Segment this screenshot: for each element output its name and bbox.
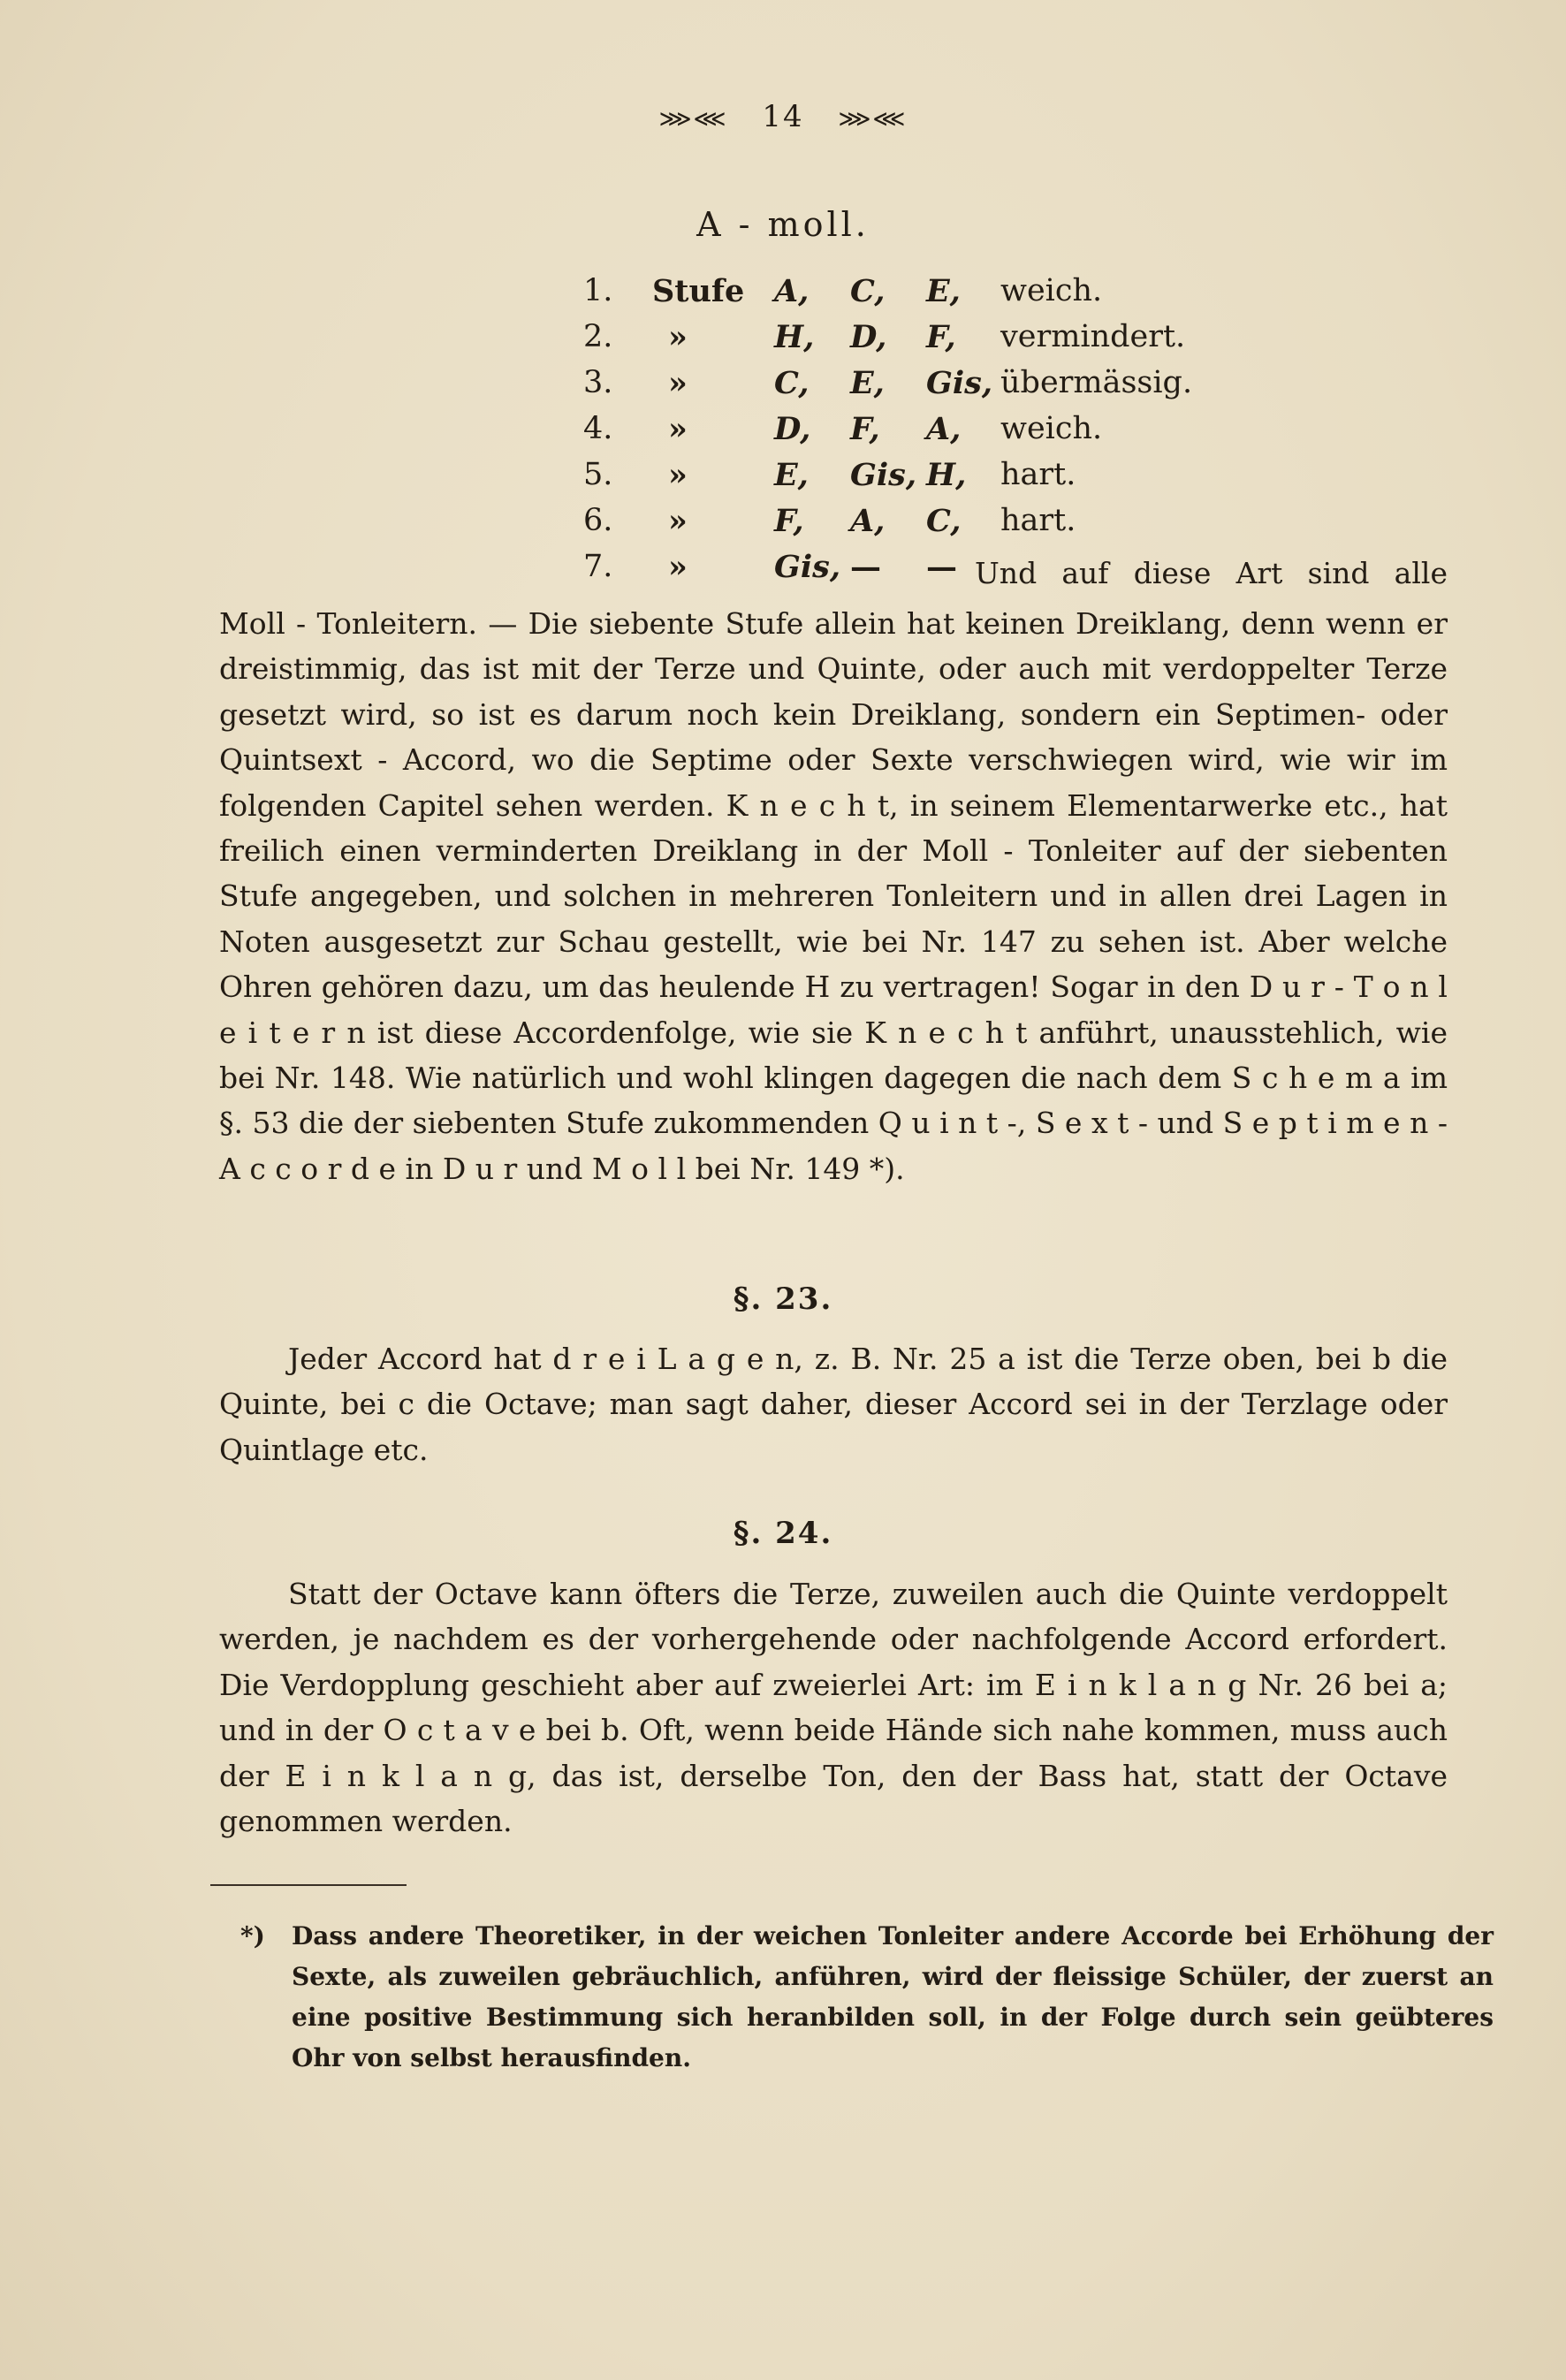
note-root: A, bbox=[774, 272, 810, 309]
paragraph-2: Jeder Accord hat d r e i L a g e n, z. B. Nr. 25 a ist die Terze oben, bei b die Quinte, bei c die Octave; man sagt daher, dieser Accord sei in der Terzlage oder Quintlage etc. bbox=[219, 1342, 1448, 1467]
note-third: Gis, bbox=[850, 456, 917, 493]
note-third: D, bbox=[850, 318, 887, 355]
table-row bbox=[583, 406, 1192, 452]
degree-number: 2. bbox=[583, 319, 613, 354]
footnote-text: Dass andere Theoretiker, in der weichen Tonleiter andere Accorde bei Erhöhung der Sexte, als zuweilen gebräuchlich, anführen, wird der fleissige Schüler, der zuerst an eine positive Bestimmung sich heranbilden soll, in der Folge durch sein geübteres Ohr von selbst herausfinden. bbox=[292, 1921, 1494, 2072]
note-fifth: F, bbox=[926, 318, 956, 355]
degree-label: » bbox=[668, 410, 688, 447]
degree-label: » bbox=[668, 364, 688, 401]
section-heading-24: §. 24. bbox=[733, 1516, 833, 1551]
chord-quality: hart. bbox=[1000, 503, 1076, 538]
scale-title: A - moll. bbox=[696, 205, 870, 244]
degree-number: 7. bbox=[583, 549, 613, 584]
note-fifth: C, bbox=[926, 502, 962, 539]
note-third: E, bbox=[850, 364, 885, 401]
degree-label: » bbox=[668, 502, 688, 539]
degree-number: 5. bbox=[583, 457, 613, 492]
note-fifth: A, bbox=[926, 410, 962, 447]
table-row bbox=[583, 360, 1192, 406]
page-header bbox=[0, 99, 1566, 134]
degree-label: Stufe bbox=[652, 272, 745, 309]
degree-label: » bbox=[668, 548, 688, 585]
note-fifth: Gis, bbox=[926, 364, 993, 401]
note-fifth: E, bbox=[926, 272, 961, 309]
note-third: F, bbox=[850, 410, 880, 447]
footnote bbox=[240, 1916, 1494, 2079]
note-root: C, bbox=[774, 364, 810, 401]
degree-number: 6. bbox=[583, 503, 613, 538]
degree-number: 1. bbox=[583, 273, 613, 308]
ornament-right-icon: ⋙⋘ bbox=[838, 106, 908, 133]
degree-number: 3. bbox=[583, 365, 613, 400]
section-heading-23: §. 23. bbox=[733, 1281, 833, 1317]
table-row bbox=[583, 452, 1192, 498]
paragraph1-first-line: Und auf diese Art sind alle bbox=[975, 556, 1448, 590]
table-row bbox=[583, 498, 1192, 544]
chord-quality: vermindert. bbox=[1000, 319, 1186, 354]
table-row bbox=[583, 314, 1192, 360]
note-third: C, bbox=[850, 272, 886, 309]
note-root: D, bbox=[774, 410, 811, 447]
note-root: Gis, bbox=[774, 548, 841, 585]
note-root: F, bbox=[774, 502, 804, 539]
paragraph-1: Moll - Tonleitern. — Die siebente Stufe allein hat keinen Dreiklang, denn wenn er dreistimmig, das ist mit der Terze und Quinte, oder auch mit verdoppelter Terze gesetzt wird, so ist es darum noch kein Dreiklang, sondern ein Septimen- oder Quintsext - Accord, wo die Septime oder Sexte verschwiegen wird, wie wir im folgenden Capitel sehen werden. K n e c h t, in seinem Elementarwerke etc., hat freilich einen verminderten Dreiklang in der Moll - Tonleiter auf der siebenten Stufe angegeben, und solchen in mehreren Tonleitern und in allen drei Lagen in Noten ausgesetzt zur Schau gestellt, wie bei Nr. 147 zu sehen ist. Aber welche Ohren gehören dazu, um das heulende H zu vertragen! Sogar in den D u r - T o n l e i t e r n ist diese Accordenfolge, wie sie K n e c h t anführt, unausstehlich, wie bei Nr. 148. Wie natürlich und wohl klingen dagegen die nach dem S c h e m a im §. 53 die der siebenten Stufe zukommenden Q u i n t -, S e x t - und S e p t i m e n - A c c o r d e in D u r und M o l l bei Nr. 149 *). bbox=[219, 606, 1448, 1186]
footnote-marker: *) bbox=[240, 1921, 265, 1950]
ornament-left-icon: ⋙⋘ bbox=[658, 106, 728, 133]
chord-quality: übermässig. bbox=[1000, 365, 1193, 400]
note-fifth: H, bbox=[926, 456, 967, 493]
note-third: — bbox=[850, 548, 881, 585]
table-row bbox=[583, 268, 1192, 314]
paragraph-3: Statt der Octave kann öfters die Terze, zuweilen auch die Quinte verdoppelt werden, je nachdem es der vorhergehende oder nachfolgende Accord erfordert. Die Verdopplung geschieht aber auf zweierlei Art: im E i n k l a n g Nr. 26 bei a; und in der O c t a v e bei b. Oft, wenn beide Hände sich nahe kommen, muss auch der E i n k l a n g, das ist, derselbe Ton, den der Bass hat, statt der Octave genommen werden. bbox=[219, 1577, 1448, 1839]
chord-quality: weich. bbox=[1000, 411, 1103, 446]
footnote-divider bbox=[210, 1884, 407, 1886]
note-fifth: — bbox=[926, 548, 957, 585]
chord-quality: weich. bbox=[1000, 273, 1103, 308]
degree-number: 4. bbox=[583, 411, 613, 446]
chord-quality: hart. bbox=[1000, 457, 1076, 492]
degree-label: » bbox=[668, 318, 688, 355]
scale-degree-table bbox=[583, 268, 1192, 589]
note-root: E, bbox=[774, 456, 809, 493]
note-third: A, bbox=[850, 502, 886, 539]
note-root: H, bbox=[774, 318, 815, 355]
degree-label: » bbox=[668, 456, 688, 493]
page-number: 14 bbox=[762, 99, 804, 134]
